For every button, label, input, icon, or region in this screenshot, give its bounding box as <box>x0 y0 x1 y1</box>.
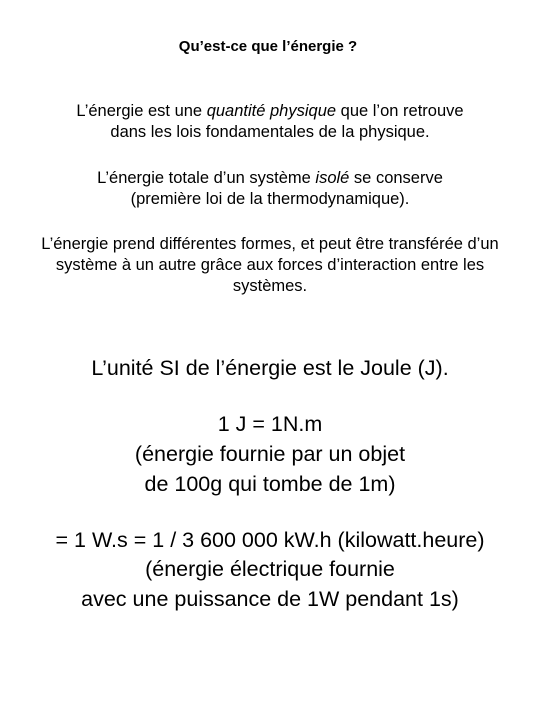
paragraph-energy-definition-line-1: L’énergie est une quantité physique que l’on retrouve <box>76 102 464 120</box>
joule-definition-line-2: (énergie fournie par un objet <box>134 442 406 466</box>
paragraph-energy-forms-line-3: systèmes. <box>232 277 308 295</box>
emphasis-quantite-physique: quantité physique <box>206 102 337 120</box>
paragraph-energy-forms-line-1: L’énergie prend différentes formes, et peut être transférée d’un <box>41 235 499 253</box>
page-title: Qu’est-ce que l’énergie ? <box>178 38 358 55</box>
paragraph-energy-forms-line-2: système à un autre grâce aux forces d’interaction entre les <box>55 256 485 274</box>
paragraph-energy-conservation-line-1: L’énergie totale d’un système isolé se conserve <box>97 169 443 187</box>
electrical-equivalence-line-2: (énergie électrique fournie <box>145 557 395 581</box>
paragraph-energy-conservation-line-2: (première loi de la thermodynamique). <box>130 190 410 208</box>
joule-definition-line-3: de 100g qui tombe de 1m) <box>144 472 396 496</box>
unit-statement: L’unité SI de l’énergie est le Joule (J). <box>91 356 449 380</box>
paragraph-energy-definition-line-2: dans les lois fondamentales de la physique. <box>110 123 430 141</box>
joule-definition-line-1: 1 J = 1N.m <box>217 412 323 436</box>
electrical-equivalence-line-1: = 1 W.s = 1 / 3 600 000 kW.h (kilowatt.heure) <box>55 528 485 552</box>
emphasis-isole: isolé <box>315 169 350 187</box>
electrical-equivalence-line-3: avec une puissance de 1W pendant 1s) <box>81 587 459 611</box>
